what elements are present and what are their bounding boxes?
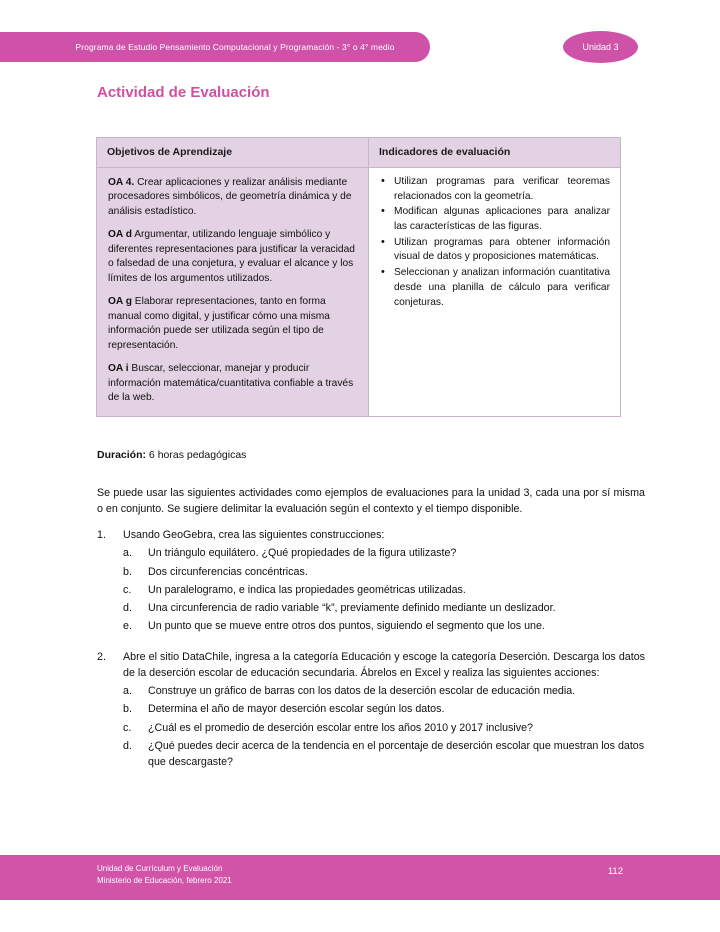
sub-text: Un punto que se mueve entre otros dos puntos, siguiendo el segmento que los une. <box>148 620 545 633</box>
unit-badge-label: Unidad 3 <box>582 42 619 52</box>
sub-letter: a. <box>123 685 132 698</box>
page-title: Actividad de Evaluación <box>97 84 270 101</box>
unit-badge <box>563 31 638 63</box>
task-sub-list <box>123 545 645 634</box>
sub-text: ¿Qué puedes decir acerca de la tendencia en el porcentaje de deserción escolar que muestran los datos que descargaste? <box>148 739 645 769</box>
task-sub-item <box>123 738 645 771</box>
sub-letter: c. <box>123 583 132 596</box>
footer-publisher <box>97 863 232 888</box>
objetivo-item <box>108 176 356 219</box>
task-sub-item <box>123 683 645 699</box>
sub-letter: b. <box>123 703 132 716</box>
duracion-value: 6 horas pedagógicas <box>146 449 247 461</box>
sub-text: Un paralelogramo, e indica las propiedades geométricas utilizadas. <box>148 583 466 596</box>
objetivos-cell <box>97 168 369 417</box>
sub-text: ¿Cuál es el promedio de deserción escolar entre los años 2010 y 2017 inclusive? <box>148 721 533 734</box>
objetivo-item <box>108 228 356 286</box>
list-item: • Modifican algunas aplicaciones para analizar las características de las figuras. <box>379 205 610 234</box>
objetivo-text: Argumentar, utilizando lenguaje simbólico y diferentes representaciones para justificar la veracidad o falsedad de una conjetura, y evaluar el alcance y los límites de los argumentos utilizados. <box>108 229 355 284</box>
sub-text: Un triángulo equilátero. ¿Qué propiedades de la figura utilizaste? <box>148 547 457 560</box>
sub-letter: b. <box>123 565 132 578</box>
task-number: 1. <box>97 529 106 541</box>
objetivo-code: OA d <box>108 229 132 241</box>
list-item: • Seleccionan y analizan información cuantitativa desde una planilla de cálculo para verificar conjeturas. <box>379 266 610 310</box>
task-item <box>97 649 645 771</box>
task-number: 2. <box>97 650 106 663</box>
footer-band <box>0 855 720 900</box>
sub-letter: c. <box>123 721 132 734</box>
objetivo-text: Crear aplicaciones y realizar análisis mediante procesadores simbólicos, de geometría dinámica y de análisis estadístico. <box>108 177 352 217</box>
task-stem: Abre el sitio DataChile, ingresa a la categoría Educación y escoge la categoría Deserción. Descarga los datos de la deserción escolar de educación secundaria. Ábrelos en Excel y realiza las siguientes acciones: <box>123 650 645 679</box>
duracion-line <box>97 449 246 461</box>
sub-text: Determina el año de mayor deserción escolar según los datos. <box>148 703 445 716</box>
sub-letter: d. <box>123 602 132 615</box>
task-item <box>97 527 645 635</box>
list-item: • Utilizan programas para obtener información visual de datos y proposiciones matemáticas. <box>379 236 610 265</box>
sub-letter: a. <box>123 547 132 560</box>
task-sub-item <box>123 600 645 616</box>
objetivo-code: OA g <box>108 296 132 308</box>
table-body-row <box>97 168 621 417</box>
header-band <box>0 32 430 62</box>
sub-text: Dos circunferencias concéntricas. <box>148 565 308 578</box>
objetivo-text: Buscar, seleccionar, manejar y producir información matemática/cuantitativa confiable a través de la web. <box>108 363 354 404</box>
task-sub-item <box>123 720 645 736</box>
sub-letter: d. <box>123 739 132 752</box>
task-body <box>123 527 645 635</box>
task-stem: Usando GeoGebra, crea las siguientes construcciones: <box>123 529 385 541</box>
task-sub-list <box>123 683 645 770</box>
task-sub-item <box>123 564 645 580</box>
task-body <box>123 649 645 771</box>
sub-text: Una circunferencia de radio variable “k”, previamente definido mediante un deslizador. <box>148 602 556 615</box>
objetivo-code: OA i <box>108 363 129 375</box>
list-item: • Utilizan programas para verificar teoremas relacionados con la geometría. <box>379 175 610 204</box>
column-header-objetivos: Objetivos de Aprendizaje <box>97 138 369 168</box>
objectives-indicators-table <box>96 137 621 417</box>
objetivo-item <box>108 362 356 405</box>
indicadores-list <box>379 175 610 310</box>
table-header-row <box>97 138 621 168</box>
sub-letter: e. <box>123 620 132 633</box>
duracion-label: Duración: <box>97 449 147 461</box>
header-band-label: Programa de Estudio Pensamiento Computacional y Programación - 3° o 4° medio <box>75 42 395 52</box>
indicadores-cell <box>369 168 621 417</box>
intro-paragraph: Se puede usar las siguientes actividades como ejemplos de evaluaciones para la unidad 3, cada una por sí misma o en conjunto. Se sugiere delimitar la evaluación según el contexto y el tiempo disponible. <box>97 487 645 516</box>
task-sub-item <box>123 618 645 634</box>
column-header-indicadores: Indicadores de evaluación <box>369 138 621 168</box>
footer-line-1: Unidad de Currículum y Evaluación <box>97 864 223 873</box>
task-sub-item <box>123 701 645 717</box>
footer-line-2: Ministerio de Educación, febrero 2021 <box>97 876 232 886</box>
sub-text: Construye un gráfico de barras con los datos de la deserción escolar de educación media. <box>148 685 576 698</box>
task-sub-item <box>123 545 645 561</box>
objetivo-item <box>108 295 356 353</box>
objetivo-text: Elaborar representaciones, tanto en forma manual como digital, y justificar cómo una misma información puede ser utilizada según el tipo de representación. <box>108 296 330 351</box>
page-number: 112 <box>607 866 623 877</box>
objetivo-code: OA 4. <box>108 177 135 188</box>
task-sub-item <box>123 582 645 598</box>
task-list <box>97 527 645 784</box>
